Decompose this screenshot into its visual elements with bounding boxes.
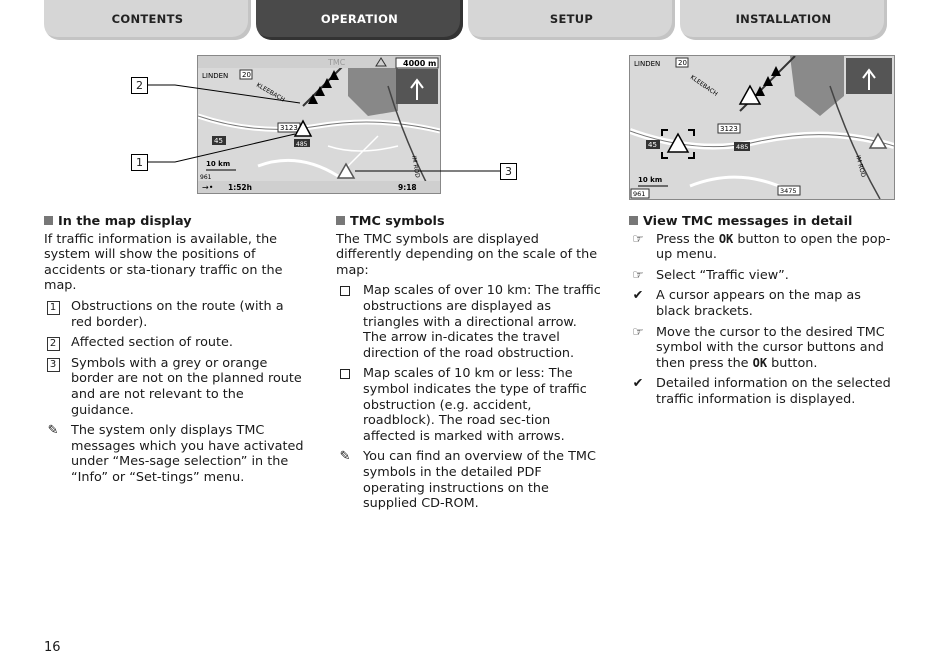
remaining-time: 1:52h — [228, 183, 252, 192]
checkmark-icon: ✔ — [632, 376, 644, 392]
road-3123-label: 3123 — [280, 124, 298, 132]
road-485-label: 485 — [296, 141, 308, 148]
vertical-road-label-2: IM ROD — [854, 154, 867, 179]
pencil-icon: ✎ — [339, 449, 351, 465]
road-45-label-2: 45 — [648, 141, 657, 149]
note-item: ✎ The system only displays TMC messages which you have activated under “Mes-sage selection” in the “Info” or “Set-tings” menu. — [44, 423, 306, 485]
distance-readout: 4000 m — [403, 59, 437, 68]
tmc-label: TMC — [328, 58, 346, 67]
step-item: ☞ Select “Traffic view”. — [629, 268, 895, 284]
road-961-label-2: 961 — [633, 190, 646, 198]
intro-tmc-symbols: The TMC symbols are displayed differently depending on the scale of the map: — [336, 231, 598, 278]
step-item: ☞ Press the OK button to open the pop-up menu. — [629, 232, 895, 263]
street-label: KLEEBACH — [255, 81, 286, 104]
list-item: 1 Obstructions on the route (with a red border). — [44, 299, 306, 330]
place-label: LINDEN — [202, 72, 229, 80]
place-label-2: LINDEN — [634, 60, 661, 68]
road-485-label-2: 485 — [736, 143, 749, 151]
tab-installation[interactable]: INSTALLATION — [680, 0, 887, 40]
arrival-time: 9:18 — [398, 183, 417, 192]
column-map-display — [44, 214, 306, 491]
list-item: Map scales of over 10 km: The traffic obstructions are displayed as triangles with a directional arrow. The arrow in-dicates the travel direction of the road obstruction. — [336, 283, 601, 361]
pointing-hand-icon: ☞ — [632, 267, 644, 283]
route-arrow-icon: →• — [202, 183, 214, 192]
result-item: ✔ Detailed information on the selected traffic information is displayed. — [629, 376, 895, 407]
checkbox-bullet-icon — [340, 369, 350, 379]
result-item: ✔ A cursor appears on the map as black brackets. — [629, 288, 895, 319]
pointing-hand-icon: ☞ — [632, 231, 644, 247]
checkmark-icon: ✔ — [632, 288, 644, 304]
heading-tmc-detail: View TMC messages in detail — [629, 214, 895, 230]
vertical-road-label: IM ROD — [410, 155, 421, 179]
tab-contents[interactable]: CONTENTS — [44, 0, 251, 40]
callout-3: 3 — [500, 163, 517, 180]
street-label-2: KLEEBACH — [688, 73, 719, 98]
intro-map-display: If traffic information is available, the system will show the positions of accidents or sta-tionary traffic on the map. — [44, 231, 283, 294]
column-tmc-detail — [629, 214, 895, 413]
step-item: ☞ Move the cursor to the desired TMC symbol with the cursor buttons and then press the OK button. — [629, 325, 895, 372]
road-3123-label-2: 3123 — [720, 125, 738, 133]
map-detail-view — [629, 55, 895, 200]
scale-label: 10 km — [206, 160, 231, 168]
column-tmc-symbols — [336, 214, 601, 517]
callout-2: 2 — [131, 77, 148, 94]
heading-map-display: In the map display — [44, 214, 306, 230]
pointing-hand-icon: ☞ — [632, 324, 644, 340]
road-961-label: 961 — [200, 174, 212, 181]
list-item: Map scales of 10 km or less: The symbol indicates the type of traffic obstruction (e.g. accident, roadblock). The road sec-tion affected is marked with arrows. — [336, 366, 601, 444]
scale-label-2: 10 km — [638, 176, 663, 184]
tab-operation[interactable]: OPERATION — [256, 0, 463, 40]
note-item: ✎ You can find an overview of the TMC symbols in the detailed PDF operating instructions on the supplied CD-ROM. — [336, 449, 601, 511]
road-45-label: 45 — [214, 137, 223, 145]
tab-setup[interactable]: SETUP — [468, 0, 675, 40]
road-20-label-2: 20 — [678, 59, 687, 67]
road-20-label: 20 — [242, 71, 251, 79]
checkbox-bullet-icon — [340, 286, 350, 296]
page-number: 16 — [44, 640, 61, 655]
road-3475-label: 3475 — [780, 187, 797, 195]
list-item: 2 Affected section of route. — [44, 335, 306, 351]
pencil-icon: ✎ — [47, 423, 59, 439]
heading-tmc-symbols: TMC symbols — [336, 214, 601, 230]
list-item: 3 Symbols with a grey or orange border are not on the planned route and are not relevant to the guidance. — [44, 356, 306, 418]
callout-1: 1 — [131, 154, 148, 171]
